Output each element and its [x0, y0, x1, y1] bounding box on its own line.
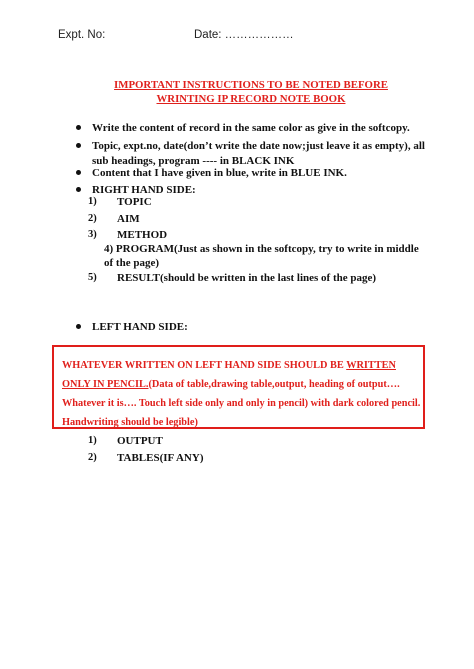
warning-part-1: WHATEVER WRITTEN ON LEFT HAND SIDE SHOULD BE [62, 360, 347, 371]
title-line-1: IMPORTANT INSTRUCTIONS TO BE NOTED BEFORE [114, 79, 388, 91]
expt-no-label: Expt. No: [58, 29, 106, 41]
bullet-icon [76, 324, 81, 329]
list-number: 3) [88, 229, 97, 240]
bullet-item [92, 166, 444, 181]
pencil-warning-text [62, 356, 422, 432]
bullet-text: RIGHT HAND SIDE: [92, 184, 196, 196]
page-title [90, 79, 412, 106]
bullet-text: Content that I have given in blue, write in BLUE INK. [92, 167, 347, 179]
bullet-icon [76, 170, 81, 175]
list-number: 1) [88, 435, 97, 446]
bullet-icon [76, 187, 81, 192]
title-line-2: WRINTING IP RECORD NOTE BOOK [156, 92, 346, 105]
list-item-aim: AIM [117, 213, 140, 225]
list-item-program: 4) PROGRAM(Just as shown in the softcopy, try to write in middle of the page) [104, 243, 419, 269]
list-item-topic: TOPIC [117, 196, 152, 208]
list-number: 2) [88, 452, 97, 463]
list-item-tables: TABLES(IF ANY) [117, 452, 204, 464]
warning-part-2: (Data of table,drawing table,output, heading of output…. Whatever it is…. Touch left side only and only in pencil) with dark colored pencil. Handwriting should be legible) [62, 379, 421, 428]
list-number: 5) [88, 272, 97, 283]
list-number: 2) [88, 213, 97, 224]
bullet-item [92, 139, 444, 168]
list-item-method: METHOD [117, 229, 168, 241]
bullet-icon [76, 143, 81, 148]
list-item-output: OUTPUT [117, 435, 163, 447]
date-label: Date: ……………… [194, 29, 294, 41]
bullet-item [92, 320, 444, 335]
bullet-text: Topic, expt.no, date(don’t write the date now;just leave it as empty), all sub headings, program ---- in BLACK INK [92, 140, 425, 167]
list-item-result: RESULT(should be written in the last lines of the page) [117, 272, 377, 284]
bullet-item [92, 121, 444, 136]
left-side-heading: LEFT HAND SIDE: [92, 321, 188, 333]
bullet-text: Write the content of record in the same color as give in the softcopy. [92, 122, 410, 134]
warning-underlined: WRITTEN ONLY IN PENCIL. [62, 360, 396, 390]
bullet-icon [76, 125, 81, 130]
list-number: 1) [88, 196, 97, 207]
pencil-warning-box [52, 345, 425, 429]
